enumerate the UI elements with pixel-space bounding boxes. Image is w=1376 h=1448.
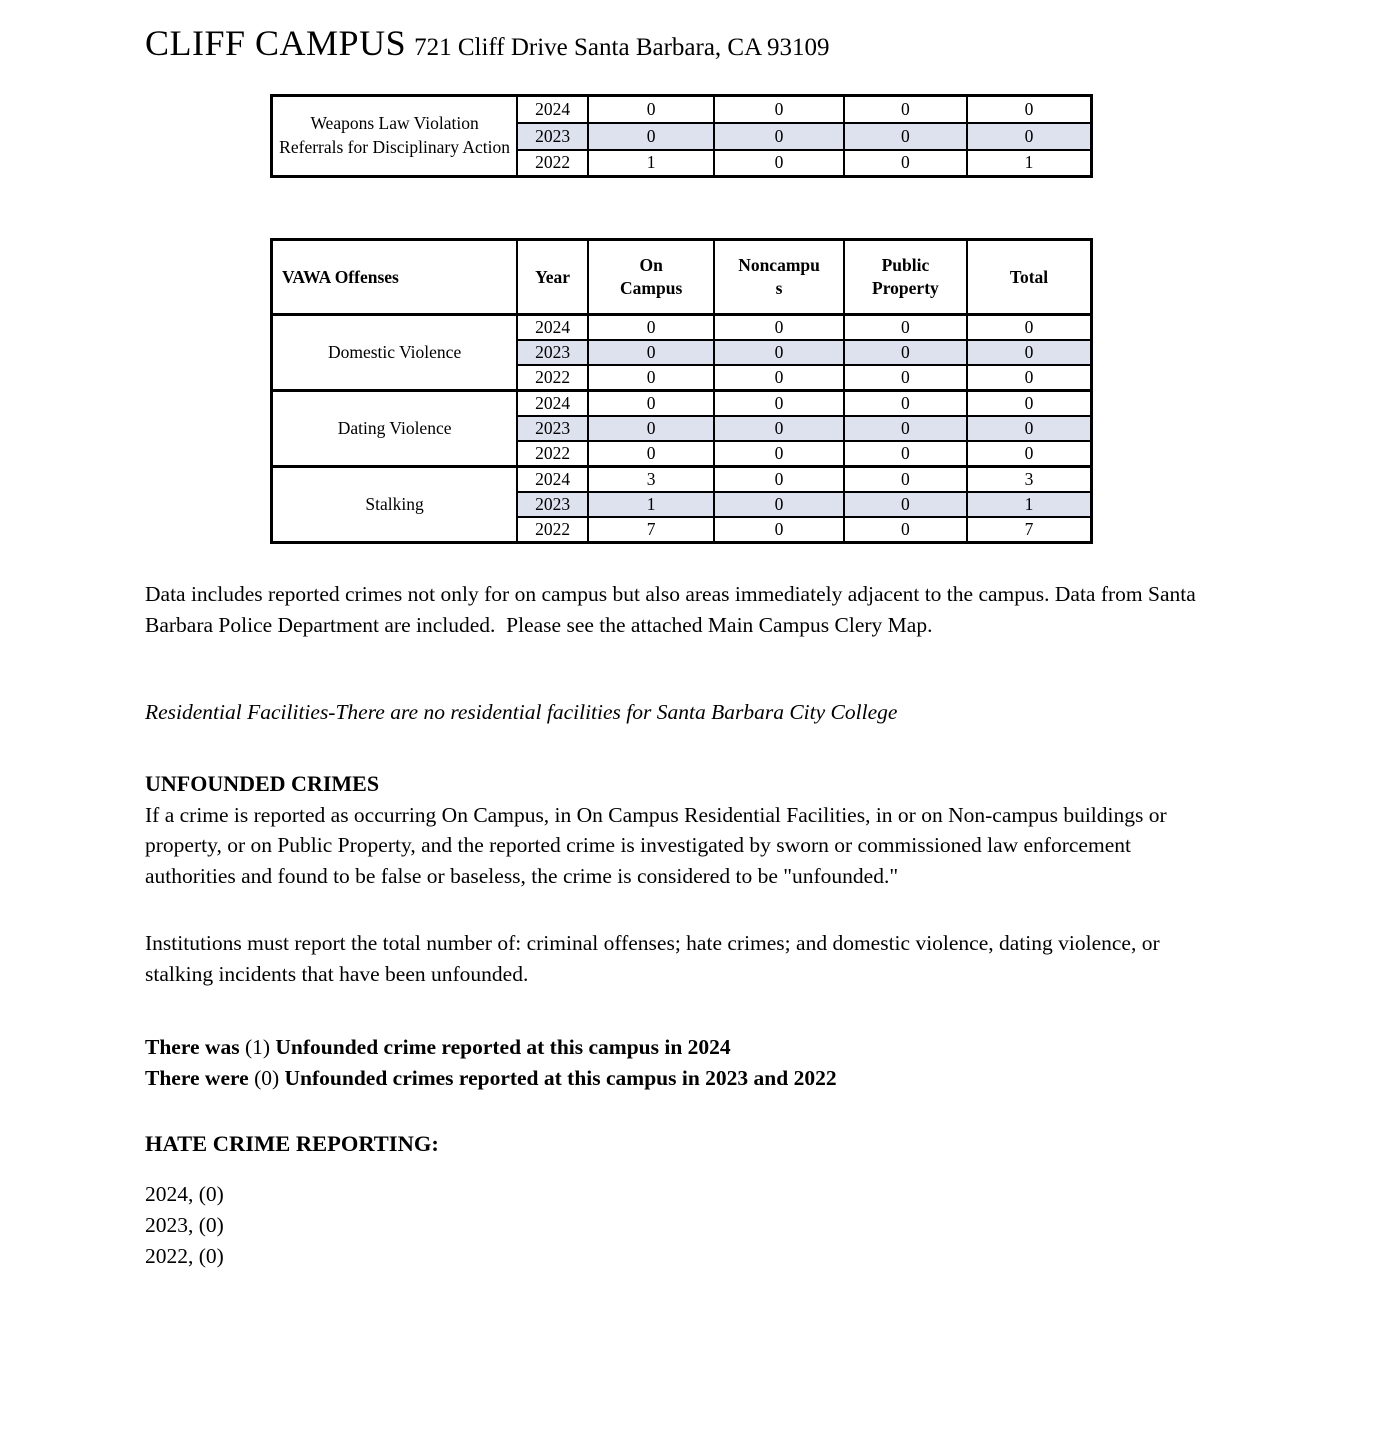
value-cell: 0 <box>714 391 843 417</box>
statement-count: (0) <box>254 1066 280 1091</box>
value-cell: 0 <box>844 391 967 417</box>
offense-label-cell: Weapons Law Violation Referrals for Disciplinary Action <box>272 96 518 177</box>
value-cell: 0 <box>844 441 967 467</box>
column-header-on-campus: On Campus <box>588 240 714 315</box>
value-cell: 0 <box>588 441 714 467</box>
table-header-row <box>272 240 1092 315</box>
unfounded-statement-2024 <box>145 1032 1208 1063</box>
value-cell: 0 <box>714 123 843 150</box>
table-row <box>272 391 1092 417</box>
value-cell: 7 <box>588 517 714 543</box>
statement-prefix: There was <box>145 1035 240 1060</box>
year-cell: 2023 <box>517 416 588 441</box>
column-header-noncampus: Noncampus <box>714 240 843 315</box>
value-cell: 0 <box>588 365 714 391</box>
year-cell: 2024 <box>517 315 588 341</box>
year-cell: 2022 <box>517 441 588 467</box>
data-source-note: Data includes reported crimes not only for on campus but also areas immediately adjacent to the campus. Data from Santa Barbara Police Department are included. Please see the attached Main Campus Clery Map. <box>145 582 1202 637</box>
value-cell: 0 <box>844 96 967 123</box>
unfounded-statement-2023-2022 <box>145 1063 1208 1094</box>
year-cell: 2023 <box>517 492 588 517</box>
value-cell: 0 <box>844 517 967 543</box>
value-cell: 0 <box>588 391 714 417</box>
year-cell: 2024 <box>517 96 588 123</box>
statement-count: (1) <box>244 1035 271 1060</box>
value-cell: 0 <box>844 123 967 150</box>
value-cell: 0 <box>714 150 843 177</box>
value-cell: 0 <box>714 416 843 441</box>
table-row <box>272 315 1092 341</box>
column-header-offense: VAWA Offenses <box>272 240 518 315</box>
value-cell: 0 <box>967 96 1091 123</box>
spacer <box>145 178 1208 238</box>
value-cell: 0 <box>967 340 1091 365</box>
hate-crime-heading: HATE CRIME REPORTING: <box>145 1131 439 1157</box>
hate-crime-year-list <box>145 1179 1208 1272</box>
year-cell: 2023 <box>517 123 588 150</box>
value-cell: 0 <box>844 315 967 341</box>
value-cell: 0 <box>844 492 967 517</box>
value-cell: 1 <box>967 492 1091 517</box>
unfounded-crimes-heading: UNFOUNDED CRIMES <box>145 770 380 796</box>
year-cell: 2022 <box>517 150 588 177</box>
page-address: 721 Cliff Drive Santa Barbara, CA 93109 <box>414 34 830 61</box>
offense-label-cell: Stalking <box>272 467 518 543</box>
value-cell: 0 <box>588 96 714 123</box>
hate-crime-year-line: 2022, (0) <box>145 1243 224 1268</box>
value-cell: 0 <box>588 123 714 150</box>
value-cell: 0 <box>714 492 843 517</box>
column-header-total: Total <box>967 240 1091 315</box>
value-cell: 1 <box>588 150 714 177</box>
statement-rest: Unfounded crimes reported at this campus in 2023 and 2022 <box>284 1066 837 1091</box>
hate-crime-year-line: 2024, (0) <box>145 1181 224 1206</box>
residential-facilities-note: Residential Facilities-There are no residential facilities for Santa Barbara City College <box>145 699 898 724</box>
statement-rest: Unfounded crime reported at this campus in 2024 <box>275 1035 731 1060</box>
vawa-offenses-table <box>270 238 1093 544</box>
value-cell: 0 <box>967 315 1091 341</box>
reporting-requirement-paragraph: Institutions must report the total number of: criminal offenses; hate crimes; and domestic violence, dating violence, or stalking incidents that have been unfounded. <box>145 931 1160 987</box>
value-cell: 1 <box>967 150 1091 177</box>
offense-label-cell: Dating Violence <box>272 391 518 467</box>
value-cell: 1 <box>588 492 714 517</box>
table-row <box>272 96 1092 123</box>
statement-prefix: There were <box>145 1066 249 1091</box>
year-cell: 2023 <box>517 340 588 365</box>
page-header <box>145 22 1208 64</box>
table-row <box>272 467 1092 493</box>
column-header-year: Year <box>517 240 588 315</box>
unfounded-crimes-definition: If a crime is reported as occurring On Campus, in On Campus Residential Facilities, in or on Non-campus buildings or property, or on Public Property, and the reported crime is investigated by sworn or commissioned law enforcement authorities and found to be false or baseless, the crime is considered to be "unfounded." <box>145 802 1167 889</box>
weapons-referrals-table <box>270 94 1093 178</box>
value-cell: 0 <box>967 416 1091 441</box>
value-cell: 0 <box>588 315 714 341</box>
hate-crime-year-line: 2023, (0) <box>145 1212 224 1237</box>
year-cell: 2022 <box>517 365 588 391</box>
value-cell: 7 <box>967 517 1091 543</box>
value-cell: 3 <box>967 467 1091 493</box>
value-cell: 0 <box>844 340 967 365</box>
value-cell: 0 <box>844 365 967 391</box>
value-cell: 0 <box>844 467 967 493</box>
value-cell: 0 <box>967 391 1091 417</box>
value-cell: 0 <box>844 150 967 177</box>
value-cell: 3 <box>588 467 714 493</box>
value-cell: 0 <box>967 441 1091 467</box>
offense-label-cell: Domestic Violence <box>272 315 518 391</box>
column-header-public-property: Public Property <box>844 240 967 315</box>
year-cell: 2024 <box>517 391 588 417</box>
value-cell: 0 <box>714 441 843 467</box>
page-title: CLIFF CAMPUS <box>145 23 407 63</box>
value-cell: 0 <box>967 123 1091 150</box>
value-cell: 0 <box>714 340 843 365</box>
value-cell: 0 <box>714 365 843 391</box>
unfounded-statements <box>145 1032 1208 1094</box>
value-cell: 0 <box>714 96 843 123</box>
year-cell: 2024 <box>517 467 588 493</box>
value-cell: 0 <box>714 467 843 493</box>
year-cell: 2022 <box>517 517 588 543</box>
value-cell: 0 <box>588 340 714 365</box>
value-cell: 0 <box>714 517 843 543</box>
value-cell: 0 <box>844 416 967 441</box>
value-cell: 0 <box>714 315 843 341</box>
value-cell: 0 <box>588 416 714 441</box>
value-cell: 0 <box>967 365 1091 391</box>
